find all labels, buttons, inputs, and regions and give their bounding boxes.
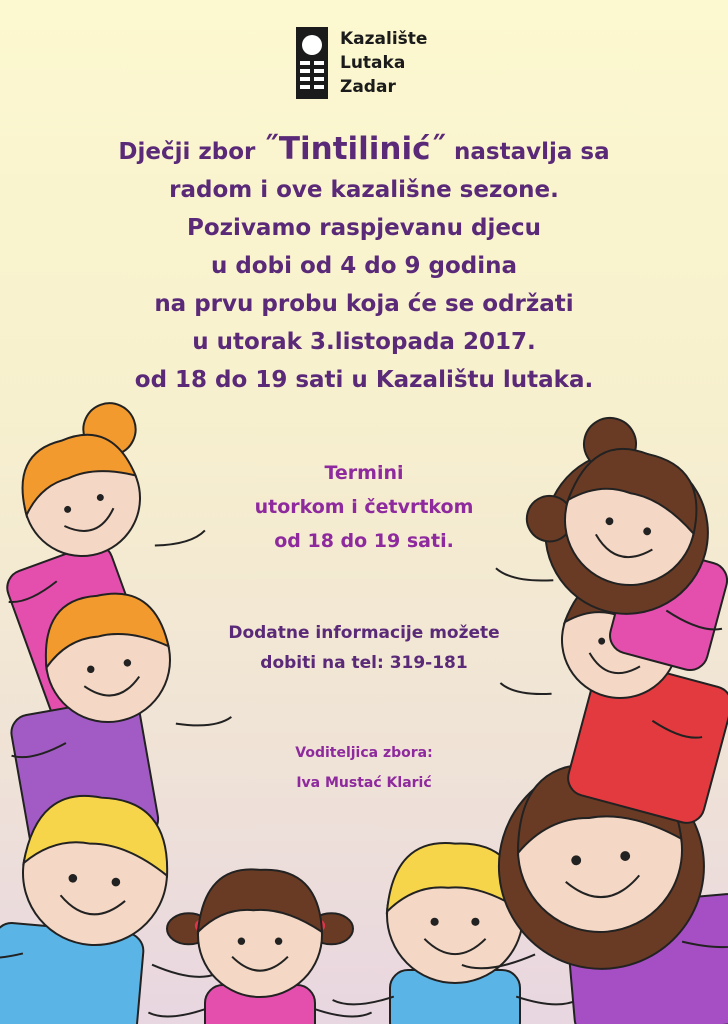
arm [333, 997, 394, 1005]
announcement-line-5: na prvu probu koja će se održati [154, 291, 574, 317]
arm [499, 680, 551, 700]
theatre-logo [296, 27, 436, 101]
eye [275, 937, 282, 944]
announcement-line-1-end: nastavlja sa [446, 139, 610, 165]
announcement-line-7: od 18 do 19 sati u Kazalištu lutaka. [134, 367, 594, 393]
puppet-theatre-logo-icon [296, 27, 328, 99]
announcement-line-6: u utorak 3.listopada 2017. [192, 329, 536, 355]
choir-leader-block [160, 738, 568, 798]
arm [516, 997, 577, 1005]
child-bottom-center [148, 869, 371, 1024]
announcement-line-1-start: Dječji zbor [118, 139, 264, 165]
schedule-hours: od 18 do 19 sati. [274, 530, 454, 552]
schedule-block [160, 456, 568, 558]
arm [176, 714, 232, 731]
announcement-text [60, 130, 668, 399]
arm [316, 1009, 372, 1016]
logo-line-1: Kazalište [340, 29, 428, 49]
logo-line-2: Lutaka [340, 53, 406, 73]
contact-phone: dobiti na tel: 319-181 [260, 653, 468, 673]
announcement-line-4: u dobi od 4 do 9 godina [210, 253, 518, 279]
announcement-line-2: radom i ove kazališne sezone. [169, 177, 559, 203]
logo-wordmark [340, 27, 427, 99]
schedule-title: Termini [324, 462, 404, 484]
arm [148, 1009, 204, 1016]
announcement-line-3: Pozivamo raspjevanu djecu [187, 215, 541, 241]
schedule-days: utorkom i četvrtkom [254, 496, 474, 518]
contact-info-line-1: Dodatne informacije možete [228, 623, 500, 643]
eye [431, 918, 439, 926]
choir-name: ˝Tintilinić˝ [263, 131, 446, 167]
announcement-line-1 [60, 130, 668, 171]
logo-line-3: Zadar [340, 77, 396, 97]
arm [495, 565, 553, 587]
choir-leader-label: Voditeljica zbora: [295, 745, 433, 761]
eye [471, 918, 479, 926]
eye [238, 937, 245, 944]
choir-leader-name: Iva Mustać Klarić [296, 775, 432, 791]
contact-info-block [160, 618, 568, 678]
